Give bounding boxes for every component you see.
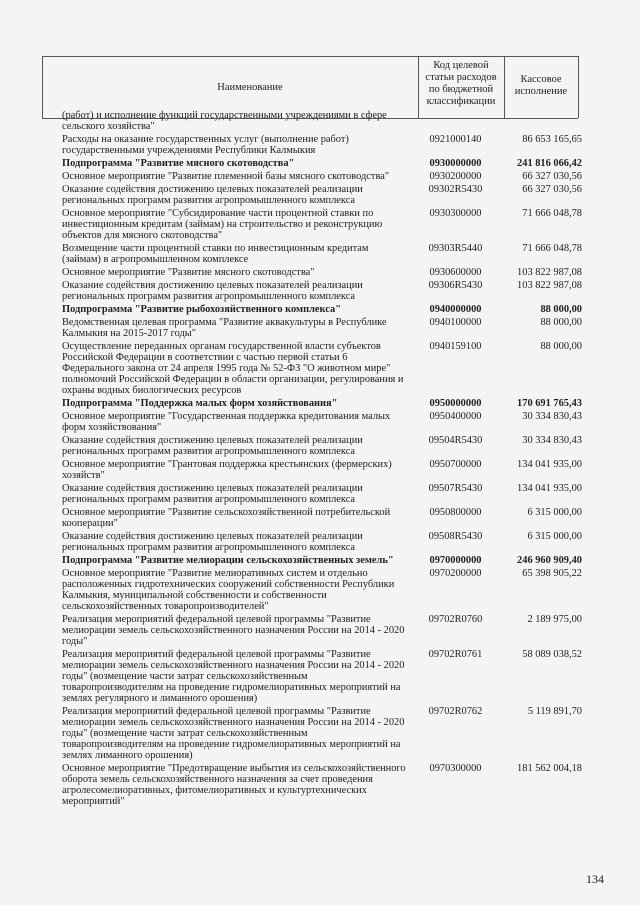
row-name: Расходы на оказание государственных услуг (выполнение работ) государственными учреждениями Республики Калмыкия: [62, 134, 349, 156]
row-name: Основное мероприятие "Субсидирование части процентной ставки по инвестиционным кредитам (займам) на строительство и реконструкцию объектов для мясного скотоводства": [62, 208, 383, 241]
row-code: [414, 614, 497, 647]
row-code: [414, 555, 497, 566]
header-code: Код целевой статьи расходов по бюджетной классификации: [425, 60, 497, 107]
row-code: [414, 435, 497, 457]
amount-value: 170 691 765,43: [517, 398, 582, 409]
row-code: [414, 134, 497, 156]
amount-value: 103 822 987,08: [517, 280, 582, 291]
amount-value: 88 000,00: [540, 317, 582, 328]
table-row: [62, 459, 582, 481]
code-value: 0930200000: [429, 171, 482, 182]
amount-value: 6 315 000,00: [527, 531, 582, 542]
table-row: [62, 110, 582, 132]
row-amount: [497, 763, 582, 807]
row-code: [414, 304, 497, 315]
code-value: 0970300000: [429, 763, 482, 774]
table-row: [62, 649, 582, 704]
amount-value: 246 960 909,40: [517, 555, 582, 566]
code-value: 09508R5430: [428, 531, 483, 542]
table-row: [62, 763, 582, 807]
amount-value: 88 000,00: [540, 341, 582, 352]
row-amount: [497, 411, 582, 433]
table-row: [62, 317, 582, 339]
code-value: 0930600000: [429, 267, 482, 278]
row-amount: [497, 158, 582, 169]
row-code: [414, 267, 497, 278]
code-value: 0930300000: [429, 208, 482, 219]
amount-value: 71 666 048,78: [522, 208, 582, 219]
amount-value: 2 189 975,00: [527, 614, 582, 625]
code-value: 0950000000: [429, 398, 482, 409]
row-code: [414, 171, 497, 182]
table-row: [62, 706, 582, 761]
row-code: [414, 411, 497, 433]
amount-value: 58 089 038,52: [522, 649, 582, 660]
amount-value: 30 334 830,43: [522, 411, 582, 422]
table-right-border: [578, 56, 579, 118]
row-name: Подпрограмма "Поддержка малых форм хозяйствования": [62, 398, 338, 409]
table-row: [62, 555, 582, 566]
row-code: [414, 649, 497, 704]
row-name: Основное мероприятие "Развитие мясного скотоводства": [62, 267, 315, 278]
row-name: Реализация мероприятий федеральной целевой программы "Развитие мелиорации земель сельскохозяйственного назначения России на 2014 - 2020 годы" (возмещение части затрат сельскохозяйственным товаропроизводителям на проведение гидромелиоративных мероприятий на землях лиманного орошения): [62, 706, 405, 761]
amount-value: 5 119 891,70: [527, 706, 582, 717]
page-number: 134: [586, 872, 604, 886]
table-row: [62, 507, 582, 529]
amount-value: 71 666 048,78: [522, 243, 582, 254]
row-amount: [497, 706, 582, 761]
amount-value: 86 653 165,65: [522, 134, 582, 145]
row-name: Ведомственная целевая программа "Развитие аквакультуры в Республике Калмыкия на 2015-2017 годы": [62, 317, 387, 339]
row-name: Основное мероприятие "Грантовая поддержка крестьянских (фермерских) хозяйств": [62, 459, 392, 481]
code-value: 0950400000: [429, 411, 482, 422]
amount-value: 30 334 830,43: [522, 435, 582, 446]
row-code: [414, 110, 497, 132]
amount-column-divider: [504, 56, 505, 118]
row-amount: [497, 531, 582, 553]
table-row: [62, 243, 582, 265]
amount-value: 66 327 030,56: [522, 184, 582, 195]
table-row: [62, 184, 582, 206]
row-name: Оказание содействия достижению целевых показателей реализации региональных программ развития агропромышленного комплекса: [62, 483, 363, 505]
row-amount: [497, 649, 582, 704]
row-name: Реализация мероприятий федеральной целевой программы "Развитие мелиорации земель сельскохозяйственного назначения России на 2014 - 2020 годы" (возмещение части затрат сельскохозяйственным товаропроизводителям на проведение гидромелиоративных мероприятий на землях регулярного и лиманного орошения): [62, 649, 405, 704]
table-row: [62, 341, 582, 396]
row-name: Оказание содействия достижению целевых показателей реализации региональных программ развития агропромышленного комплекса: [62, 531, 363, 553]
row-code: [414, 184, 497, 206]
table-row: [62, 267, 582, 278]
row-name: Подпрограмма "Развитие рыбохозяйственного комплекса": [62, 304, 341, 315]
row-code: [414, 158, 497, 169]
amount-value: 103 822 987,08: [517, 267, 582, 278]
row-name: Осуществление переданных органам государственной власти субъектов Российской Федерации в соответствии с частью первой статьи 6 Федерального закона от 24 апреля 1995 года № 52-ФЗ "О животном мире" полномочий Российской Федерации в области организации, регулирования и охраны водных биологических ресурсов: [62, 341, 404, 396]
header-amount: Кассовое исполнение: [514, 74, 568, 97]
row-name: Основное мероприятие "Государственная поддержка кредитования малых форм хозяйствования": [62, 411, 391, 433]
row-name: Основное мероприятие "Предотвращение выбытия из сельскохозяйственного оборота земель сельскохозяйственного назначения за счет проведения агролесомелиоративных, фитомелиоративных и культуртехнических мероприятий": [62, 763, 406, 807]
row-amount: [497, 341, 582, 396]
row-amount: [497, 243, 582, 265]
table-row: [62, 568, 582, 612]
row-code: [414, 483, 497, 505]
code-value: 09507R5430: [428, 483, 483, 494]
code-value: 0950800000: [429, 507, 482, 518]
row-code: [414, 459, 497, 481]
table-row: [62, 171, 582, 182]
row-amount: [497, 184, 582, 206]
row-amount: [497, 568, 582, 612]
code-value: 09303R5440: [428, 243, 483, 254]
amount-value: 181 562 004,18: [517, 763, 582, 774]
row-name: Оказание содействия достижению целевых показателей реализации региональных программ развития агропромышленного комплекса: [62, 184, 363, 206]
code-value: 09702R0760: [428, 614, 483, 625]
row-name: Возмещение части процентной ставки по инвестиционным кредитам (займам) в агропромышленном комплексе: [62, 243, 369, 265]
row-amount: [497, 483, 582, 505]
row-code: [414, 706, 497, 761]
row-code: [414, 243, 497, 265]
row-amount: [497, 208, 582, 241]
code-value: 0970000000: [429, 555, 482, 566]
table-row: [62, 158, 582, 169]
row-amount: [497, 459, 582, 481]
row-amount: [497, 134, 582, 156]
row-name: Основное мероприятие "Развитие сельскохозяйственной потребительской кооперации": [62, 507, 391, 529]
row-amount: [497, 317, 582, 339]
table-row: [62, 398, 582, 409]
code-value: 09302R5430: [428, 184, 483, 195]
table-row: [62, 531, 582, 553]
row-code: [414, 317, 497, 339]
table-row: [62, 304, 582, 315]
row-code: [414, 531, 497, 553]
code-value: 0940100000: [429, 317, 482, 328]
code-value: 0940000000: [429, 304, 482, 315]
row-amount: [497, 614, 582, 647]
table-row: [62, 614, 582, 647]
table-row: [62, 280, 582, 302]
row-amount: [497, 171, 582, 182]
table-top-border: [42, 56, 578, 57]
amount-value: 6 315 000,00: [527, 507, 582, 518]
table-body: [62, 110, 582, 809]
row-code: [414, 568, 497, 612]
header-name: Наименование: [217, 82, 283, 93]
amount-value: 134 041 935,00: [517, 483, 582, 494]
code-value: 09504R5430: [428, 435, 483, 446]
row-code: [414, 398, 497, 409]
code-value: 0950700000: [429, 459, 482, 470]
row-amount: [497, 267, 582, 278]
code-column-divider: [418, 56, 419, 118]
code-value: 09702R0761: [428, 649, 483, 660]
row-amount: [497, 110, 582, 132]
row-amount: [497, 304, 582, 315]
amount-value: 241 816 066,42: [517, 158, 582, 169]
table-left-border: [42, 56, 43, 118]
row-name: Подпрограмма "Развитие мелиорации сельскохозяйственных земель": [62, 555, 394, 566]
code-value: 0921000140: [429, 134, 482, 145]
code-value: 0930000000: [429, 158, 482, 169]
table-row: [62, 208, 582, 241]
code-value: 0940159100: [429, 341, 482, 352]
amount-value: 66 327 030,56: [522, 171, 582, 182]
amount-value: 88 000,00: [540, 304, 582, 315]
row-amount: [497, 555, 582, 566]
row-name: Подпрограмма "Развитие мясного скотоводства": [62, 158, 295, 169]
row-name: Основное мероприятие "Развитие племенной базы мясного скотоводства": [62, 171, 390, 182]
row-code: [414, 341, 497, 396]
row-code: [414, 763, 497, 807]
code-value: 09702R0762: [428, 706, 483, 717]
code-value: 0970200000: [429, 568, 482, 579]
code-value: 09306R5430: [428, 280, 483, 291]
amount-value: 134 041 935,00: [517, 459, 582, 470]
row-name: Оказание содействия достижению целевых показателей реализации региональных программ развития агропромышленного комплекса: [62, 435, 363, 457]
table-row: [62, 411, 582, 433]
row-name: Оказание содействия достижению целевых показателей реализации региональных программ развития агропромышленного комплекса: [62, 280, 363, 302]
row-amount: [497, 398, 582, 409]
row-amount: [497, 507, 582, 529]
table-row: [62, 483, 582, 505]
row-name: Основное мероприятие "Развитие мелиоративных систем и отдельно расположенных гидротехнических сооружений собственности Республики Калмыкия, муниципальной собственности и собственности сельскохозяйственных товаропроизводителей": [62, 568, 395, 612]
row-name: Реализация мероприятий федеральной целевой программы "Развитие мелиорации земель сельскохозяйственного назначения России на 2014 - 2020 годы": [62, 614, 405, 647]
row-amount: [497, 435, 582, 457]
row-code: [414, 208, 497, 241]
table-row: [62, 134, 582, 156]
table-row: [62, 435, 582, 457]
row-code: [414, 280, 497, 302]
row-name: (работ) и исполнение функций государственными учреждениями в сфере сельского хозяйства": [62, 110, 387, 132]
amount-value: 65 398 905,22: [522, 568, 582, 579]
row-code: [414, 507, 497, 529]
row-amount: [497, 280, 582, 302]
